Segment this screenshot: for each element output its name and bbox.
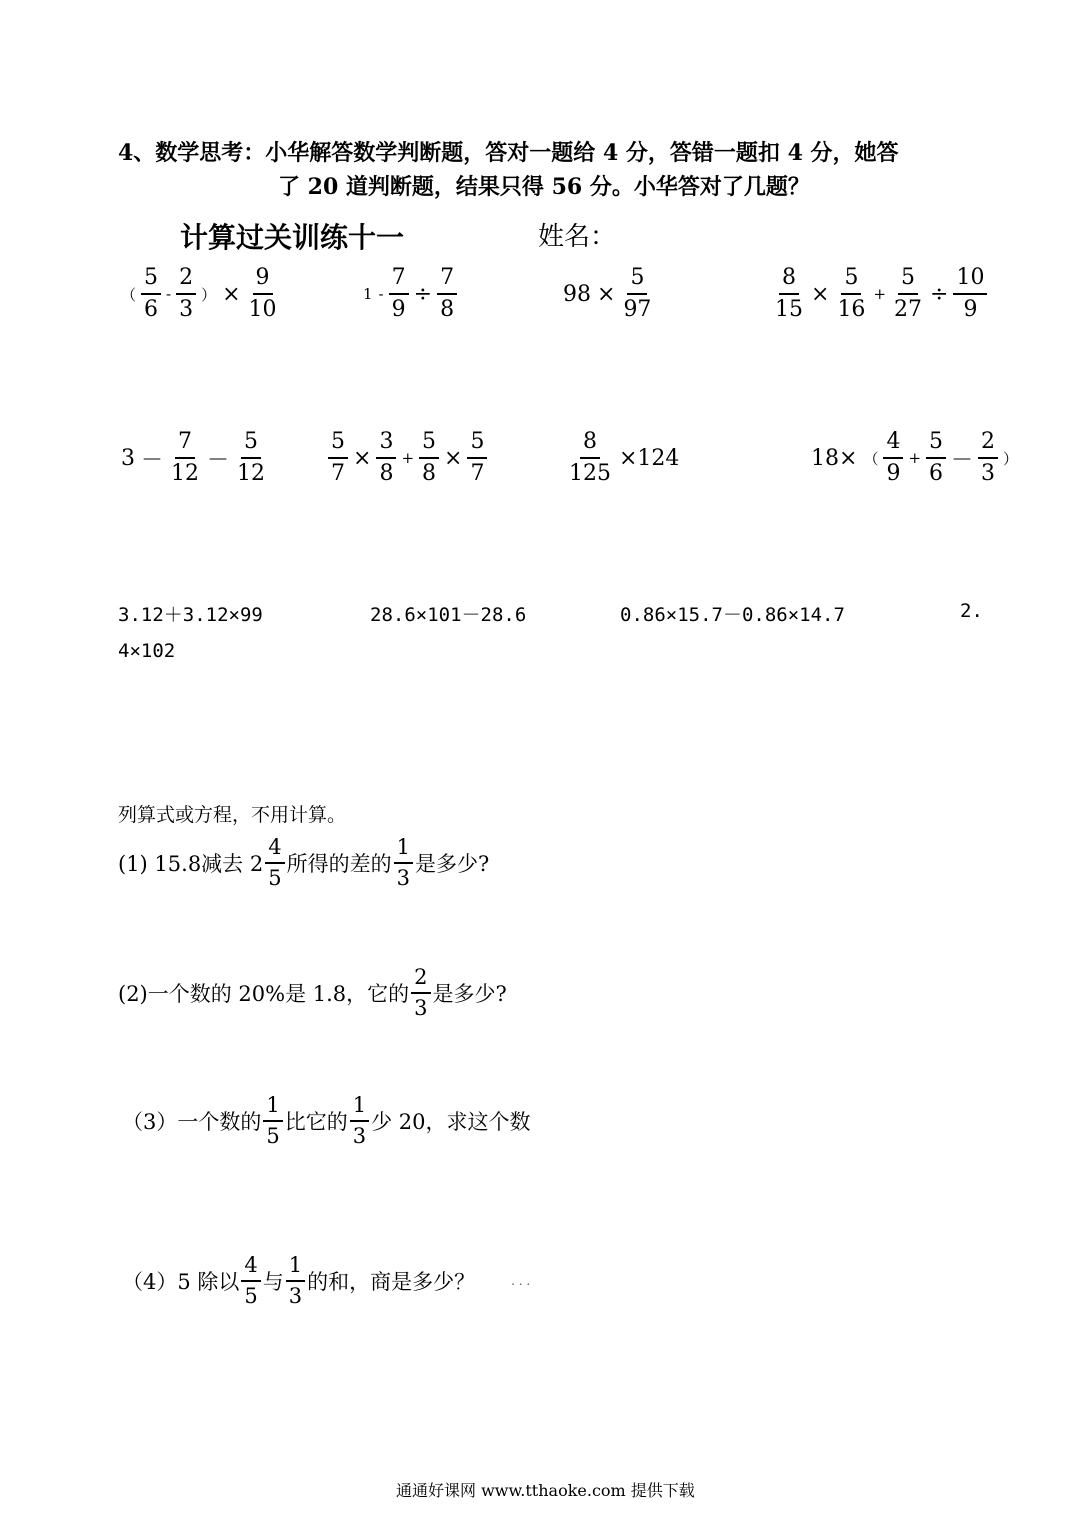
fraction: $\frac{5}{7}$	[328, 430, 348, 486]
fraction: 4 5	[265, 836, 284, 890]
plus-sign: +	[401, 449, 415, 468]
fraction: $\frac{7}{9}$	[389, 266, 409, 322]
fraction: 5 6	[141, 266, 161, 322]
fraction: $\frac{5}{7}$	[467, 430, 487, 486]
fraction: $\frac{5}{6}$	[926, 430, 946, 486]
trailing-dots: . . .	[511, 1274, 531, 1289]
minus-sign: －	[141, 447, 164, 473]
fraction: 5 12	[237, 429, 266, 487]
plus-sign: +	[908, 449, 922, 468]
fraction: 4 9	[883, 430, 903, 486]
fraction: 2 3	[411, 966, 430, 1020]
paren-close: ）	[1003, 449, 1019, 468]
decimal-expr-1: 3.12＋3.12×99	[118, 604, 263, 626]
question-3: （3）一个数的 1 5 比它的 1 3 少 20，求这个数	[122, 1093, 531, 1149]
fraction: $\frac{7}{8}$	[437, 266, 457, 322]
fraction: 1 3	[394, 836, 413, 890]
expr-6	[326, 430, 489, 486]
fraction: $\frac{3}{8}$	[376, 430, 396, 486]
times-sign: ×	[597, 281, 616, 307]
question-2: (2)一个数的 20%是 1.8，它的 2 3 是多少?	[118, 965, 507, 1021]
prefix-18-times: 18×	[811, 445, 858, 471]
equation-intro: 列算式或方程，不用计算。	[118, 804, 347, 826]
expr-1	[118, 266, 282, 322]
expr-3	[560, 266, 656, 322]
fraction: $\frac{8}{125}$	[569, 429, 611, 487]
expr-2	[360, 266, 459, 322]
fraction: 1 5	[263, 1094, 282, 1148]
fraction: 2 3	[978, 430, 998, 486]
whole-number: 98	[563, 281, 591, 307]
times-124: ×124	[619, 445, 680, 471]
expr-8	[808, 430, 1021, 486]
paren-open: （	[863, 449, 879, 468]
expr-4	[770, 266, 989, 322]
name-label: 姓名：	[538, 222, 617, 252]
fraction: $\frac{5}{97}$	[623, 265, 652, 323]
decimal-expr-2: 28.6×101－28.6	[370, 604, 527, 626]
whole-number: 3	[121, 445, 135, 471]
question-4: （4）5 除以 4 5 与 1 3 的和，商是多少？ . . .	[122, 1253, 531, 1309]
paren-open: （	[121, 285, 137, 304]
minus-sign: －	[951, 447, 974, 473]
paren-close: ）	[201, 285, 217, 304]
fraction: 7 12	[171, 429, 200, 487]
decimal-expr-4-part1: 2.	[960, 600, 983, 622]
divide-sign: ÷	[413, 281, 433, 307]
question-1: (1) 15.8减去 2 4 5 所得的差的 1 3 是多少?	[118, 835, 490, 891]
times-sign: ×	[222, 281, 241, 307]
expr-7	[564, 430, 682, 486]
fraction: $\frac{5}{8}$	[419, 430, 439, 486]
minus-sign: －	[207, 447, 230, 473]
minus-sign: -	[378, 285, 384, 304]
one: 1	[363, 285, 373, 304]
fraction: 1 3	[350, 1094, 369, 1148]
fraction: $\frac{5}{16}$	[837, 265, 866, 323]
expr-5	[118, 430, 270, 486]
fraction: 4 5	[241, 1254, 260, 1308]
fraction: $\frac{9}{10}$	[248, 265, 277, 323]
fraction: 2 3	[176, 266, 196, 322]
think-problem-line1: 4、数学思考：小华解答数学判断题，答对一题给 4 分，答错一题扣 4 分，她答	[118, 140, 899, 166]
times-sign: ×	[811, 281, 830, 307]
fraction: $\frac{8}{15}$	[775, 265, 803, 323]
times-sign: ×	[353, 445, 372, 471]
fraction: $\frac{10}{9}$	[953, 266, 987, 322]
divide-sign: ÷	[930, 281, 949, 307]
think-problem-line2: 了 20 道判断题，结果只得 56 分。小华答对了几题？	[278, 174, 810, 200]
fraction: 1 3	[286, 1254, 305, 1308]
decimal-expr-4-part2: 4×102	[118, 640, 176, 662]
plus-sign: +	[873, 285, 887, 304]
footer-source: 通通好课网 www.tthaoke.com 提供下载	[396, 1481, 695, 1500]
minus-sign: -	[166, 285, 172, 304]
worksheet-title: 计算过关训练十一	[180, 221, 405, 254]
fraction: $\frac{5}{27}$	[894, 265, 923, 323]
decimal-expr-3: 0.86×15.7－0.86×14.7	[620, 604, 845, 626]
times-sign: ×	[444, 445, 463, 471]
